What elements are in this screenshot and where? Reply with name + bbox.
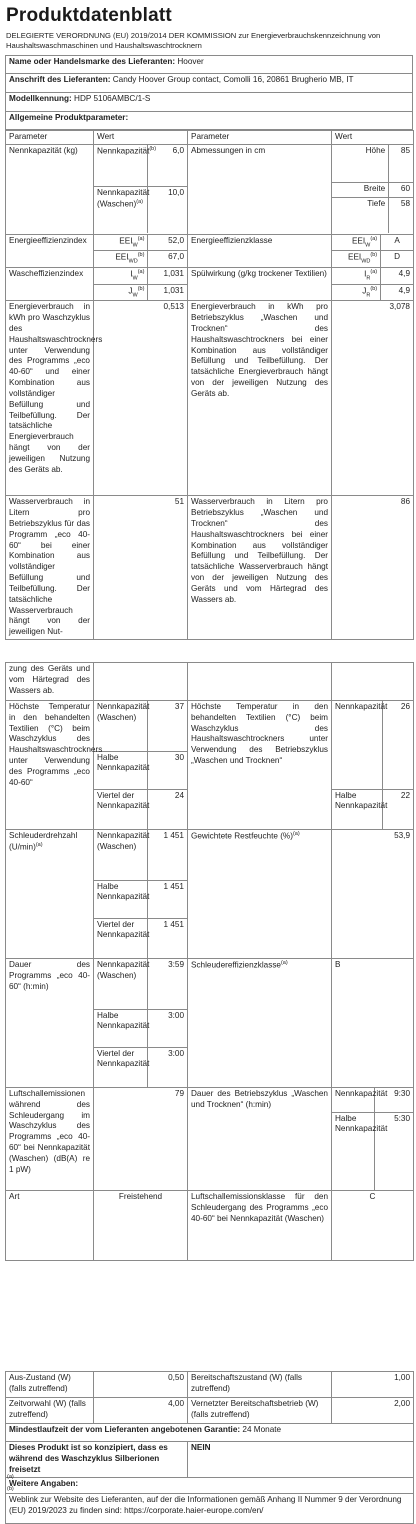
duration-v3: 3:00	[148, 1047, 187, 1087]
silver-value: NEIN	[188, 1442, 414, 1478]
more-text: Weblink zur Website des Lieferanten, auf der die Informationen gemäß Anhang II Nummer 9 der Verordnung (EU) 2019/2023 zu finden sind: https://corporate.haier-europe.com/en/	[6, 1494, 414, 1524]
eeiw-symbol: EEI	[119, 236, 133, 246]
energy-wd-value: 3,078	[332, 301, 414, 496]
duration-wd-v1: 9:30	[374, 1088, 413, 1112]
eclass-wd-value: D	[381, 251, 413, 267]
jr-symbol: $J_R^{(b)}$	[332, 284, 381, 300]
spin-class-label: Schleudereffizienzklasse	[191, 960, 281, 970]
footnote-a-ref: (a)	[136, 199, 144, 206]
off-label: Aus-Zustand (W) (falls zutreffend)	[6, 1372, 94, 1398]
temp-wd-v1: 26	[382, 701, 413, 789]
water-w-label: Wasserverbrauch in Litern pro Betriebszyklus für das Programm „eco 40-60“ bei einer Kombination aus vollständiger Befüllung und Teilbefüllung. Der tatsächliche Wasserverbrauch hängt von der jeweiligen Nut-	[6, 496, 94, 640]
eeiwd-value: 67,0	[148, 251, 187, 267]
more-label: Weitere Angaben:	[6, 1478, 414, 1494]
supplier-address-row	[6, 74, 413, 93]
off-value: 0,50	[94, 1372, 188, 1398]
duration-v1: 3:59	[148, 959, 187, 1009]
footnote-b-ref: (b)	[149, 145, 157, 152]
capacity-sub2: Nennkapazität (Waschen)	[97, 188, 150, 209]
spin-half: Halbe Nennkapazität	[94, 880, 148, 918]
duration-half: Halbe Nennkapazität	[94, 1009, 148, 1047]
capacity-label: Nennkapazität (kg)	[6, 144, 94, 234]
rinse-label: Spülwirkung (g/kg trockener Textilien)	[188, 268, 332, 301]
temp-wd-v2: 22	[382, 789, 413, 829]
depth-label: Tiefe	[332, 198, 389, 233]
supplier-table	[5, 55, 413, 130]
spin-label: Schleuderdrehzahl (U/min)	[9, 831, 78, 852]
type-label: Art	[6, 1191, 94, 1261]
width-label: Breite	[332, 183, 389, 198]
delay-label: Zeitvorwahl (W) (falls zutreffend)	[6, 1398, 94, 1424]
duration-wd-rated: Nennkapazität	[332, 1088, 374, 1112]
duration-rated: Nennkapazität (Waschen)	[94, 959, 148, 1009]
water-w-value: 51	[94, 496, 188, 640]
capacity-sub1: Nennkapazität	[97, 146, 150, 156]
model-row	[6, 93, 413, 112]
col-param: Parameter	[6, 131, 94, 145]
col-param2: Parameter	[188, 131, 332, 145]
noise-label: Luftschallemissionen während des Schleudergang im Waschzyklus des Programms „eco 40-60“ bei Nennkapazität (Waschen) (dB(A) re 1 pW)	[6, 1088, 94, 1191]
temp-w-rated: Nennkapazität (Waschen)	[94, 701, 148, 751]
regulation-subtitle: DELEGIERTE VERORDNUNG (EU) 2019/2014 DER KOMMISSION zur Energieverbrauchskennzeichnung von Haushaltswaschmaschinen und Haushaltswaschtrocknern	[6, 31, 381, 50]
temp-w-half: Halbe Nennkapazität	[94, 751, 148, 789]
height-label: Höhe	[332, 145, 389, 183]
params-table-2	[5, 662, 414, 1261]
spin-quarter: Viertel der Nennkapazität	[94, 918, 148, 958]
eclass-w-symbol: EEI	[351, 236, 366, 246]
warranty-label: Mindestlaufzeit der vom Lieferanten angebotenen Garantie:	[9, 1425, 241, 1434]
energy-w-value: 0,513	[94, 301, 188, 496]
col-value2: Wert	[332, 131, 414, 145]
spin-v2: 1 451	[148, 880, 187, 918]
energy-w-label: Energieverbrauch in kWh pro Waschzyklus des Haushaltswaschtrockners unter Verwendung des Programms „eco 40-60“ und einer Kombination aus vollständiger Befüllung und Teilbefüllung. Der tatsächliche Energieverbrauch hängt von der jeweiligen Nutzung des Geräts ab.	[6, 301, 94, 496]
spin-label-cell: Schleuderdrehzahl $(U/\min)^{(a)}$	[6, 830, 94, 959]
duration-wd-label: Dauer des Betriebszyklus „Waschen und Trocknen“ (h:min)	[188, 1088, 332, 1191]
silver-label: Dieses Produkt ist so konzipiert, dass es während des Waschzyklus Silberionen freisetzt	[6, 1442, 188, 1478]
model-label: Modellkennung:	[9, 94, 72, 103]
supplier-name-value: Hoover	[177, 57, 204, 66]
wash-label: Wascheffizienzindex	[6, 268, 94, 301]
footnote-a: (a)	[7, 1474, 14, 1480]
duration-wd-half: Halbe Nennkapazität	[332, 1112, 374, 1190]
model-value: HDP 5106AMBC/1-S	[74, 94, 151, 103]
ir-value: 4,9	[381, 268, 413, 284]
network-value: 2,00	[332, 1398, 414, 1424]
capacity-val2: 10,0	[148, 187, 187, 233]
water-wd-value: 86	[332, 496, 414, 640]
eeiw-value: 52,0	[148, 235, 187, 251]
water-w-label-cont: zung des Geräts und vom Härtegrad des Wassers ab.	[6, 663, 94, 701]
duration-wd-v2: 5:30	[374, 1112, 413, 1190]
spin-v1: 1 451	[148, 830, 187, 880]
general-params-label: Allgemeine Produktparameter:	[6, 112, 413, 130]
noise-class-label: Luftschallemissionsklasse für den Schleudergang des Programms „eco 40-60“ bei Nennkapazität (Waschen)	[188, 1191, 332, 1261]
noise-value: 79	[94, 1088, 188, 1191]
moisture-label-cell: Gewichtete Restfeuchte (%)$^{(a)}$	[188, 830, 332, 959]
eclass-w-value: A	[381, 235, 413, 251]
height-val: 85	[389, 145, 413, 183]
depth-val: 58	[389, 198, 413, 233]
eclass-wd-symbol: EEI	[347, 253, 362, 263]
eclass-label: Energieeffizienzklasse	[188, 234, 332, 267]
warranty-value: 24 Monate	[242, 1425, 282, 1434]
moisture-value: 53,9	[332, 830, 414, 959]
duration-quarter: Viertel der Nennkapazität	[94, 1047, 148, 1087]
iw-symbol: $I_W^{(a)}$	[94, 268, 148, 284]
standby-label: Bereitschaftszustand (W) (falls zutreffend)	[188, 1372, 332, 1398]
duration-label: Dauer des Programms „eco 40-60“ (h:min)	[6, 959, 94, 1088]
duration-v2: 3:00	[148, 1009, 187, 1047]
dims-label: Abmessungen in cm	[188, 144, 332, 234]
col-value: Wert	[94, 131, 188, 145]
jw-symbol: $J_W^{(b)}$	[94, 284, 148, 300]
temp-w-quarter: Viertel der Nennkapazität	[94, 789, 148, 829]
spin-class-value: B	[332, 959, 414, 1088]
capacity-val1: 6,0	[148, 145, 187, 187]
temp-wd-label: Höchste Temperatur in den behandelten Textilien (°C) beim Waschzyklus des Haushaltswaschtrockners unter Verwendung des Betriebszyklus „Waschen und Trocknen“	[188, 701, 332, 830]
temp-w-label: Höchste Temperatur in den behandelten Textilien (°C) beim Waschzyklus des Haushaltswaschtrockners unter Verwendung des Programms „eco 40-60“	[6, 701, 94, 830]
width-val: 60	[389, 183, 413, 198]
spin-v3: 1 451	[148, 918, 187, 958]
jw-value: 1,031	[148, 284, 187, 300]
water-wd-label: Wasserverbrauch in Litern pro Betriebszyklus „Waschen und Trocknen“ des Haushaltswaschtrockners bei einer Kombination aus vollständiger Befüllung und Teilbefüllung. Der tatsächliche Wasserverbrauch hängt von der jeweiligen Nutzung des Geräts und vom Härtegrad des Wassers ab.	[188, 496, 332, 640]
supplier-name-row	[6, 56, 413, 74]
footnote-b: (b)	[7, 1486, 14, 1492]
eeiwd-symbol: EEI	[115, 253, 129, 263]
iw-value: 1,031	[148, 268, 187, 284]
ir-symbol: $I_R^{(a)}$	[332, 268, 381, 284]
delay-value: 4,00	[94, 1398, 188, 1424]
energy-wd-label: Energieverbrauch in kWh pro Betriebszyklus „Waschen und Trocknen“ des Haushaltswaschtrockners bei einer Kombination aus vollständiger Befüllung und Teilbefüllung. Der tatsächliche Energieverbrauch hängt von der jeweiligen Nutzung des Geräts ab.	[188, 301, 332, 496]
moisture-label: Gewichtete Restfeuchte (%)	[191, 831, 293, 841]
temp-w-v1: 37	[148, 701, 187, 751]
page-title: Produktdatenblatt	[6, 5, 172, 26]
power-table	[5, 1371, 414, 1524]
spin-class-label-cell: Schleudereffizienzklasse$^{(a)}$	[188, 959, 332, 1088]
supplier-address-value: Candy Hoover Group contact, Comolli 16, 20861 Brugherio MB, IT	[112, 75, 354, 84]
warranty-row	[6, 1424, 414, 1442]
jr-value: 4,9	[381, 284, 413, 300]
supplier-name-label: Name oder Handelsmarke des Lieferanten:	[9, 57, 176, 66]
temp-wd-rated: Nennkapazität	[332, 701, 382, 789]
noise-class-value: C	[332, 1191, 414, 1261]
temp-w-v3: 24	[148, 789, 187, 829]
eei-label: Energieeffizienzindex	[6, 234, 94, 267]
network-label: Vernetzter Bereitschaftsbetrieb (W) (falls zutreffend)	[188, 1398, 332, 1424]
temp-wd-half: Halbe Nennkapazität	[332, 789, 382, 829]
standby-value: 1,00	[332, 1372, 414, 1398]
params-table-1: Parameter Wert Parameter Wert Nennkapazität (kg) Nennkapazität$^{(b)}$ 6,0 Nennkapazität (Waschen)$^{(a)}$ 10,0 Abmessungen in cm Höhe 85 Breite 60 Tiefe 58 Energieeffizienzindex $EEI_W^{(a)}$ 52,0 $EEI_{WD}^{(b)}$ 67,0 Energieeffizienzklasse $EEI_W^{(a)}$ A $EEI_{WD}^{(b)}$ D Wascheffizienzindex $I_W^{(a)}$ 1,031 $J_W^{(b)}$ 1,031 Spülwirkung (g/kg trockener Textilien) $I_R^{(a)}$ 4,9 $J_R^{(b)}$ 4,9 Energieverbrauch in kWh pro Waschzyklus des Haushaltswaschtrockners unter Verwendung des Programms „eco 40-60“ und einer Kombination aus vollständiger Befüllung und Teilbefüllung. Der tatsächliche Energieverbrauch hängt von der jeweiligen Nutzung des Geräts ab. 0,513 Energieverbrauch in kWh pro Betriebszyklus „Waschen und Trocknen“ des Haushaltswaschtrockners bei einer Kombination aus vollständiger Befüllung und Teilbefüllung. Der tatsächliche Energieverbrauch hängt von der jeweiligen Nutzung des Geräts ab. 3,078 Wasserverbrauch in Litern pro Betriebszyklus für das Programm „eco 40-60“ bei einer Kombination aus vollständiger Befüllung und Teilbefüllung. Der tatsächliche Wasserverbrauch hängt von der jeweiligen Nut- 51 Wasserverbrauch in Litern pro Betriebszyklus „Waschen und Trocknen“ des Haushaltswaschtrockners bei einer Kombination aus vollständiger Befüllung und Teilbefüllung. Der tatsächliche Wasserverbrauch hängt von der jeweiligen Nutzung des Geräts und vom Härtegrad des Wassers ab. 86	[5, 130, 414, 640]
type-value: Freistehend	[94, 1191, 188, 1261]
spin-rated: Nennkapazität (Waschen)	[94, 830, 148, 880]
supplier-address-label: Anschrift des Lieferanten:	[9, 75, 111, 84]
temp-w-v2: 30	[148, 751, 187, 789]
